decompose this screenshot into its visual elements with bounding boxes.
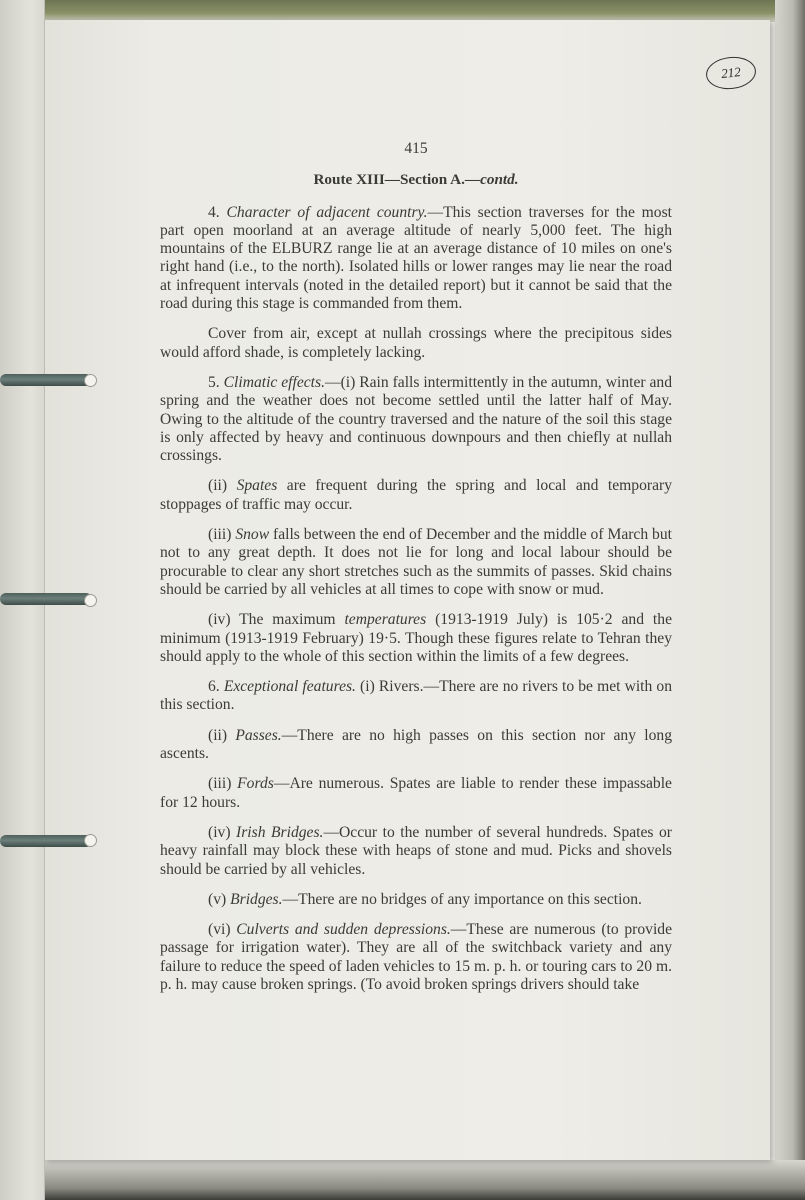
paragraph-irish-bridges: (iv) Irish Bridges.—Occur to the number of several hundreds. Spates or heavy rainfall may block these with heaps of stone and mud. Picks and shovels should be carried by all vehicles. bbox=[160, 823, 673, 878]
paragraph-exceptional-features: 6. Exceptional features. (i) Rivers.—There are no rivers to be met with on this section. bbox=[160, 678, 672, 714]
binding-hole-middle bbox=[84, 594, 97, 607]
binding-hole-top bbox=[84, 374, 97, 387]
paragraph-bridges: (v) Bridges.—There are no bridges of any importance on this section. bbox=[208, 890, 642, 908]
binding-thread-bottom bbox=[0, 835, 92, 847]
binding-thread-top bbox=[0, 374, 92, 386]
paragraph-fords: (iii) Fords—Are numerous. Spates are liable to render these impassable for 12 hours. bbox=[160, 775, 672, 811]
cover-edge-top bbox=[40, 0, 805, 22]
page-text bbox=[160, 140, 672, 1006]
paragraph-culverts: (vi) Culverts and sudden depressions.—These are numerous (to provide passage for irrigation water). They are all of the switchback variety and any failure to reduce the speed of laden vehicles to 15 m. p. h. or touring cars to 20 m. p. h. may cause broken springs. (To avoid broken springs drivers should take bbox=[160, 921, 673, 993]
folio-annotation: 212 bbox=[704, 54, 757, 91]
heading-main: Route XIII—Section A.— bbox=[313, 171, 481, 189]
paragraph-passes: (ii) Passes.—There are no high passes on this section nor any long ascents. bbox=[160, 726, 673, 763]
paragraph-cover-from-air: Cover from air, except at nullah crossings where the precipitous sides would afford shade, is completely lacking. bbox=[160, 325, 672, 361]
cover-edge-bottom bbox=[40, 1160, 805, 1200]
paragraph-snow: (iii) Snow falls between the end of December and the middle of March but not to any great depth. It does not lie for long and local labour should be procurable to clear any short stretches such as the summits of passes. Skid chains should be carried by all vehicles at all times to cope with snow or mud. bbox=[160, 526, 672, 598]
binding-thread-middle bbox=[0, 593, 92, 605]
page-number: 415 bbox=[404, 140, 428, 157]
paragraph-climatic-effects: 5. Climatic effects.—(i) Rain falls intermittently in the autumn, winter and spring and the weather does not become settled until the latter half of May. Owing to the altitude of the country traversed and the nature of the soil this stage is only affected by heavy and continuous downpours and then chiefly at nullah crossings. bbox=[160, 373, 673, 465]
binding-hole-bottom bbox=[84, 834, 97, 847]
heading-contd: contd. bbox=[480, 171, 519, 189]
section-heading bbox=[160, 171, 672, 189]
paragraph-character-of-country: 4. Character of adjacent country.—This section traverses for the most part open moorland at an average altitude of nearly 5,000 feet. The high mountains of the ELBURZ range lie at an average distance of 10 miles on one's right hand (i.e., to the north). Isolated hills or lower ranges may lie near the road at infrequent intervals (noted in the detailed report) but it cannot be said that the road during this stage is commanded from them. bbox=[160, 203, 672, 313]
paragraph-spates: (ii) Spates are frequent during the spring and local and temporary stoppages of traffic may occur. bbox=[160, 477, 672, 513]
paragraph-temperatures: (iv) The maximum temperatures (1913-1919 July) is 105·2 and the minimum (1913-1919 February) 19·5. Though these figures relate to Tehran they should apply to the whole of this section within the limits of a few degrees. bbox=[160, 611, 672, 665]
cover-edge-right bbox=[775, 0, 805, 1200]
